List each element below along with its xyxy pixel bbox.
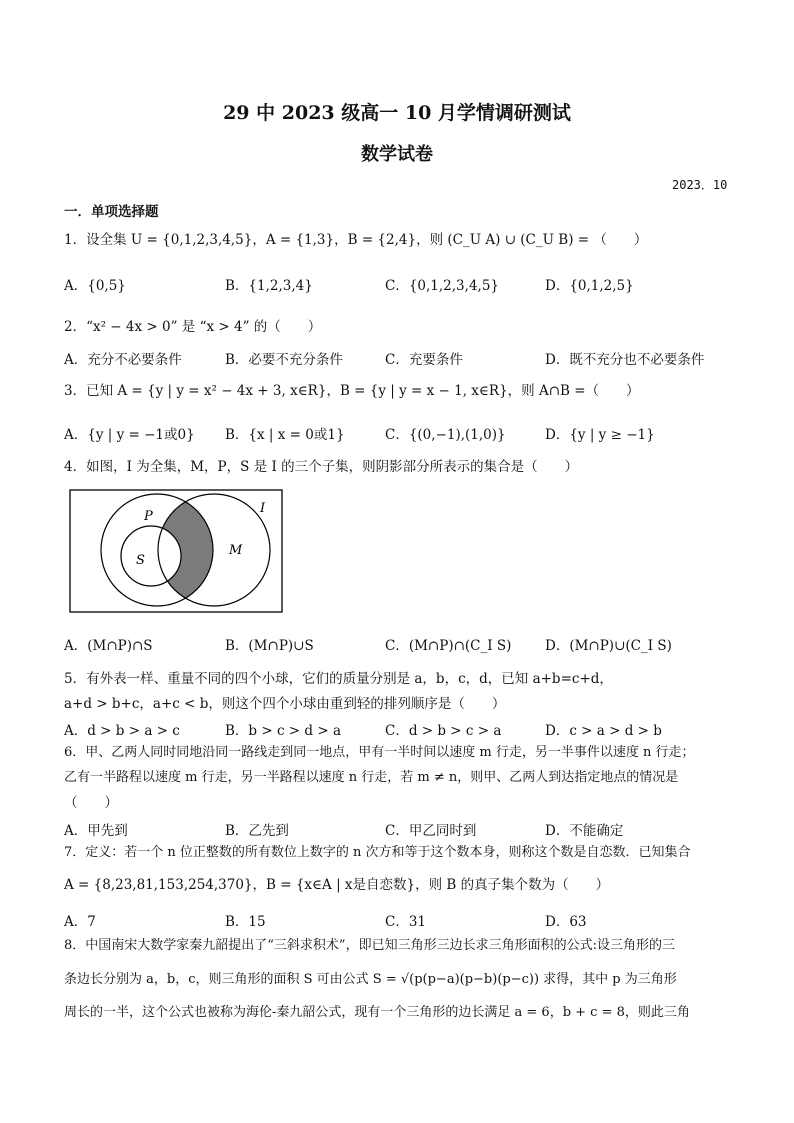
q5-option-c: C．d > b > c > a (385, 723, 502, 739)
q3-option-d: D．{y | y ≥ −1} (545, 427, 655, 443)
q6-option-b: B．乙先到 (225, 823, 289, 839)
question-8-stem-line2: 条边长分别为 a，b，c，则三角形的面积 S 可由公式 S = √(p(p−a)(p−b)(p−c)) 求得，其中 p 为三角形 (64, 972, 677, 987)
q7-option-d: D．63 (545, 914, 587, 930)
question-4-stem: 4．如图，I 为全集，M，P，S 是 I 的三个子集，则阴影部分所表示的集合是（ ） (64, 459, 579, 475)
q1-option-b: B．{1,2,3,4} (225, 278, 313, 294)
q7-option-a: A．7 (64, 914, 96, 930)
q4-option-b: B．(M∩P)∪S (225, 638, 314, 654)
page-subtitle: 数学试卷 (361, 144, 433, 165)
q2-option-c: C．充要条件 (385, 352, 463, 368)
question-2-stem: 2．“x² − 4x > 0” 是 “x > 4” 的（ ） (64, 319, 322, 335)
q6-option-c: C．甲乙同时到 (385, 823, 477, 839)
question-6-stem-line1: 6．甲、乙两人同时同地沿同一路线走到同一地点，甲有一半时间以速度 m 行走，另一半事件以速度 n 行走； (64, 745, 695, 760)
question-6-stem-line2: 乙有一半路程以速度 m 行走，另一半路程以速度 n 行走，若 m ≠ n，则甲、乙两人到达指定地点的情况是 (64, 770, 679, 785)
q1-option-a: A．{0,5} (64, 278, 126, 294)
question-8-stem-line1: 8．中国南宋大数学家秦九韶提出了“三斜求积术”，即已知三角形三边长求三角形面积的公式:设三角形的三 (64, 938, 675, 953)
question-7-stem-line2: A = {8,23,81,153,254,370}，B = {x∈A | x是自恋数}，则 B 的真子集个数为（ ） (64, 877, 610, 893)
q5-option-b: B．b > c > d > a (225, 723, 341, 739)
q3-option-b: B．{x | x = 0或1} (225, 427, 345, 443)
q2-option-a: A．充分不必要条件 (64, 352, 182, 368)
label-i: I (260, 501, 266, 516)
question-6-stem-line3: （ ） (64, 795, 118, 811)
question-3-stem: 3．已知 A = {y | y = x² − 4x + 3, x∈R}，B = {y | y = x − 1, x∈R}，则 A∩B =（ ） (64, 383, 640, 399)
q4-option-d: D．(M∩P)∪(C_I S) (545, 638, 672, 654)
q2-option-d: D．既不充分也不必要条件 (545, 352, 705, 368)
q3-option-a: A．{y | y = −1或0} (64, 427, 195, 443)
question-5-stem-line2: a+d > b+c，a+c < b，则这个四个小球由重到轻的排列顺序是（ ） (64, 696, 506, 712)
page-title: 29 中 2023 级高一 10 月学情调研测试 (223, 102, 571, 124)
question-7-stem-line1: 7．定义：若一个 n 位正整数的所有数位上数字的 n 次方和等于这个数本身，则称这个数是自恋数．已知集合 (64, 845, 691, 860)
q6-option-a: A．甲先到 (64, 823, 128, 839)
q7-option-c: C．31 (385, 914, 427, 930)
q4-option-a: A．(M∩P)∩S (64, 638, 153, 654)
q7-option-b: B．15 (225, 914, 266, 930)
venn-diagram (68, 488, 284, 616)
label-p: P (144, 509, 153, 524)
q3-option-c: C．{(0,−1),(1,0)} (385, 427, 506, 443)
q1-option-c: C．{0,1,2,3,4,5} (385, 278, 499, 294)
q5-option-d: D．c > a > d > b (545, 723, 662, 739)
label-s: S (136, 553, 145, 568)
q4-option-c: C．(M∩P)∩(C_I S) (385, 638, 512, 654)
section-heading: 一．单项选择题 (64, 204, 159, 220)
label-m: M (229, 543, 243, 558)
question-1-stem: 1．设全集 U = {0,1,2,3,4,5}，A = {1,3}，B = {2,4}，则 (C_U A) ∪ (C_U B) = （ ） (64, 232, 648, 248)
q6-option-d: D．不能确定 (545, 823, 624, 839)
q5-option-a: A．d > b > a > c (64, 723, 180, 739)
question-5-stem-line1: 5．有外表一样、重量不同的四个小球，它们的质量分别是 a，b，c，d，已知 a+b=c+d， (64, 671, 613, 687)
exam-date: 2023．10 (672, 178, 728, 192)
question-8-stem-line3: 周长的一半，这个公式也被称为海伦-秦九韶公式，现有一个三角形的边长满足 a = 6，b + c = 8，则此三角 (64, 1005, 690, 1020)
q1-option-d: D．{0,1,2,5} (545, 278, 634, 294)
q2-option-b: B．必要不充分条件 (225, 352, 343, 368)
